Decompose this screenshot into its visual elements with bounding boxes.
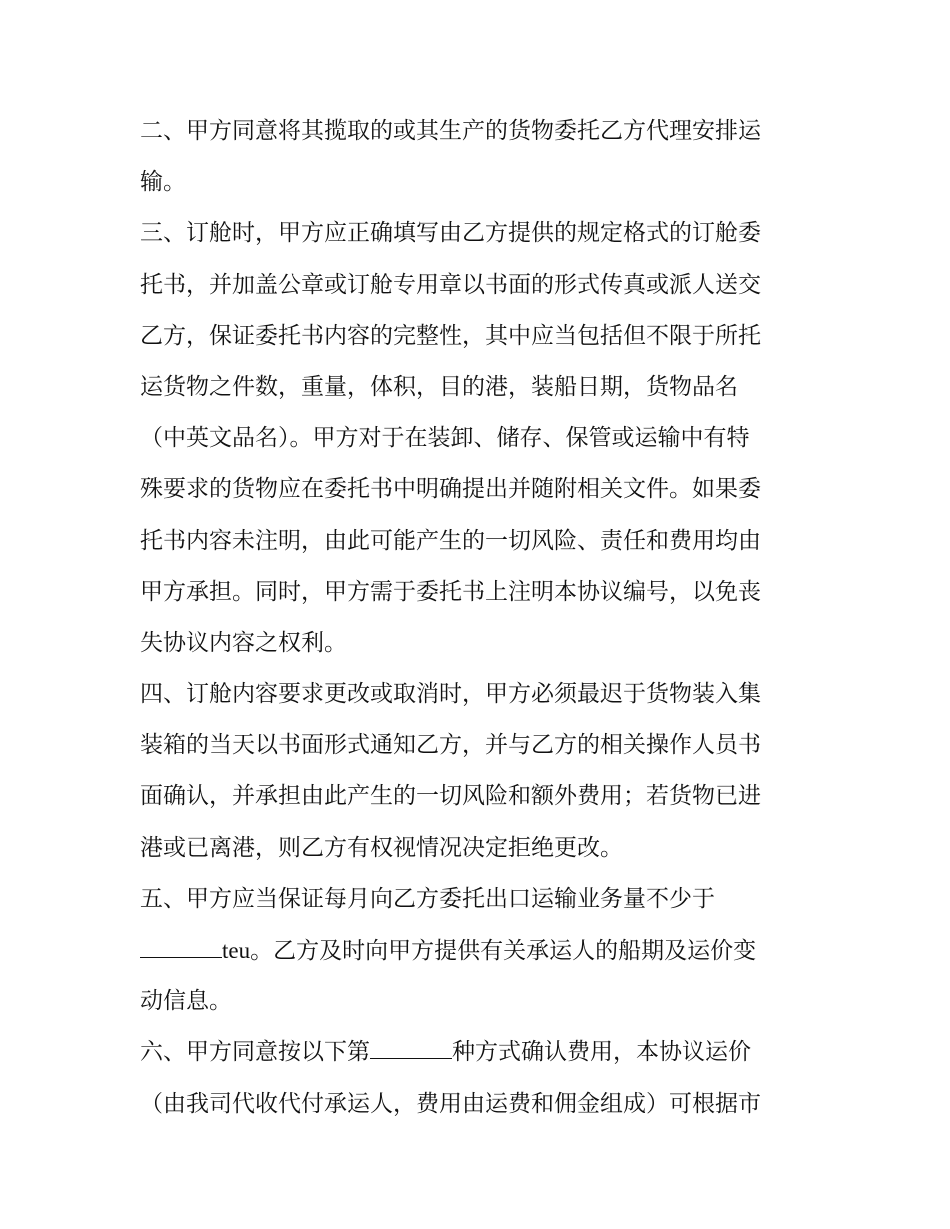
clause-6-line-2: （由我司代收代付承运人，费用由运费和佣金组成）可根据市	[140, 1090, 761, 1117]
clause-4-line-4: 港或已离港，则乙方有权视情况决定拒绝更改。	[140, 834, 623, 861]
clause-5-line-2	[140, 925, 820, 976]
teu-quantity-blank[interactable]	[140, 937, 222, 958]
teu-unit: teu	[222, 938, 251, 963]
clause-4-line-3: 面确认，并承担由此产生的一切风险和额外费用；若货物已进	[140, 783, 761, 810]
clause-3-line-5: （中英文品名）。甲方对于在装卸、储存、保管或运输中有特	[140, 425, 750, 452]
clause-3-line-8: 甲方承担。同时，甲方需于委托书上注明本协议编号，以免丧	[140, 578, 761, 605]
clause-5-line-2-text: 。乙方及时向甲方提供有关承运人的船期及运价变	[250, 938, 757, 964]
clause-3-line-7: 托书内容未注明，由此可能产生的一切风险、责任和费用均由	[140, 527, 761, 554]
clause-6-line-1	[140, 1027, 820, 1078]
clause-3-line-1: 三、订舱时，甲方应正确填写由乙方提供的规定格式的订舱委	[140, 220, 761, 247]
clause-3-line-3: 乙方，保证委托书内容的完整性，其中应当包括但不限于所托	[140, 322, 761, 349]
clause-3-line-9: 失协议内容之权利。	[140, 629, 347, 656]
clause-3-line-6: 殊要求的货物应在委托书中明确提出并随附相关文件。如果委	[140, 476, 761, 503]
fee-method-blank[interactable]	[370, 1038, 452, 1059]
clause-6-line-1-before: 六、甲方同意按以下第	[140, 1039, 370, 1066]
clause-3-line-4: 运货物之件数，重量，体积，目的港，装船日期，货物品名	[140, 373, 738, 400]
clause-6-line-1-after: 种方式确认费用，本协议运价	[452, 1039, 751, 1066]
clause-5-line-1: 五、甲方应当保证每月向乙方委托出口运输业务量不少于	[140, 885, 715, 912]
clause-4-paragraph	[140, 669, 820, 874]
clause-3-line-2: 托书，并加盖公章或订舱专用章以书面的形式传真或派人送交	[140, 271, 761, 298]
clause-2-line-1: 二、甲方同意将其揽取的或其生产的货物委托乙方代理安排运	[140, 118, 761, 144]
clause-2-line-2: 输。	[140, 169, 186, 196]
clause-6-paragraph	[140, 1027, 820, 1129]
clause-5-line-3: 动信息。	[140, 988, 232, 1015]
clause-3-paragraph	[140, 208, 820, 669]
clause-5-paragraph	[140, 874, 820, 1028]
document-body	[140, 106, 820, 1130]
clause-4-line-2: 装箱的当天以书面形式通知乙方，并与乙方的相关操作人员书	[140, 732, 761, 759]
clause-4-line-1: 四、订舱内容要求更改或取消时，甲方必须最迟于货物装入集	[140, 681, 761, 708]
clause-2-paragraph	[140, 106, 820, 208]
